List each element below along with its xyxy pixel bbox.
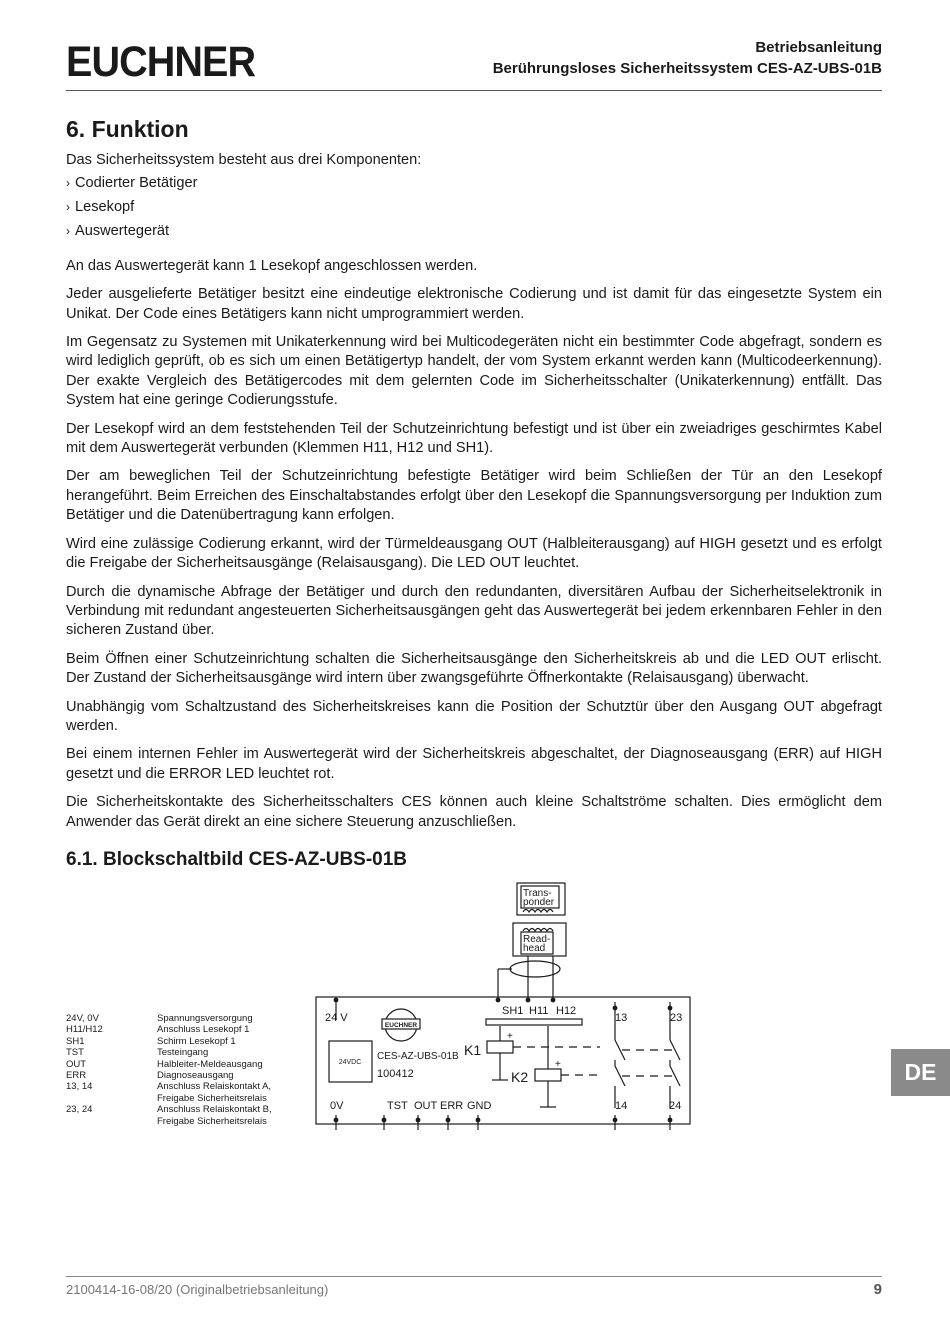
label-transponder: Trans- [523,888,552,899]
paragraph: Beim Öffnen einer Schutzeinrichtung schalten die Sicherheitsausgänge den Sicherheitskreis ab und die LED OUT erlischt. Der Zustand der Sicherheitsausgänge wird intern über zwangsgeführte Öffnerkontakte (Relaisausgang) überwacht. [66,650,882,687]
label-readhead: Read- [523,934,551,945]
legend-key: TST [66,1047,84,1059]
legend-row [66,1013,287,1024]
label-14: 14 [615,1100,628,1112]
legend-value: Testeingang [157,1047,209,1059]
label-plus: + [507,1031,513,1042]
paragraph: Bei einem internen Fehler im Auswertegerät wird der Sicherheitskreis abgeschaltet, der Diagnoseausgang (ERR) auf HIGH gesetzt und die ERROR LED leuchtet rot. [66,746,882,782]
terminal-dot [416,1118,421,1123]
intro-paragraph: Das Sicherheitssystem besteht aus drei Komponenten: [66,152,422,168]
legend-value: Diagnoseausgang [157,1070,234,1082]
header-doc-type: Betriebsanleitung [755,39,882,56]
legend-key: OUT [66,1058,87,1070]
label-plus: + [555,1059,561,1070]
relay-k2-coil [535,1069,561,1081]
legend-value: Anschluss Lesekopf 1 [157,1024,250,1036]
terminal-dot [382,1118,387,1123]
label-tst: TST [387,1100,408,1112]
label-24v: 24 V [325,1012,348,1024]
legend-key: 24V, 0V [66,1013,99,1024]
header-divider [66,90,882,91]
header-title-block [493,37,882,79]
legend-row [66,1104,287,1127]
list-item: › Lesekopf [66,198,882,217]
paragraph: Die Sicherheitskontakte des Sicherheitsschalters CES können auch kleine Schaltströme schalten. Dies ermöglicht dem Anwender das Gerät direkt an eine sichere Steuerung anzuschließen. [66,794,882,830]
section-title: 6. Funktion [66,116,189,142]
label-24: 24 [669,1100,682,1112]
label-psu: 24VDC [338,1059,362,1066]
label-out: OUT [414,1100,438,1112]
label-model: CES-AZ-UBS-01B [377,1051,459,1062]
paragraph: Jeder ausgelieferte Betätiger besitzt eine eindeutige elektronische Codierung und ist damit für das eingesetzte System ein Unikat. Der Code eines Betätigers kann nicht umprogrammiert werden. [66,286,882,322]
reader-input-block [486,1019,582,1025]
section-body [66,151,882,841]
page-number: 9 [873,1281,882,1298]
legend-row [66,1047,287,1058]
terminal-dot [334,998,339,1003]
label-sh1: SH1 [502,1005,524,1017]
list-item: › Auswertegerät [66,222,882,241]
footer-divider [66,1276,882,1277]
paragraph: An das Auswertegerät kann 1 Lesekopf angeschlossen werden. [66,257,478,274]
list-item: › Codierter Betätiger [66,174,882,193]
label-h12: H12 [556,1005,577,1017]
terminal-dot [496,998,501,1003]
label-transponder: ponder [523,897,555,908]
label-13: 13 [615,1012,628,1024]
legend-row [66,1059,287,1070]
terminal-dot [526,998,531,1003]
terminal-dot [613,1118,618,1123]
euchner-logo: EUCHNER [66,38,256,86]
subsection-title: 6.1. Blockschaltbild CES-AZ-UBS-01B [66,849,408,870]
label-k2: K2 [511,1069,529,1085]
terminal-dot [668,1006,673,1011]
label-gnd: GND [467,1100,492,1112]
terminal-dot [613,1006,618,1011]
legend-row [66,1081,287,1104]
component-list [66,174,882,241]
paragraph: Im Gegensatz zu Systemen mit Unikaterkennung wird bei Multicodegeräten nicht ein bestimmter Code abgefragt, sondern es wird lediglich geprüft, ob es sich um einen Betätigertyp handelt, der vom System erkannt werden kann (Multicodeerkennung). Der exakte Vergleich des Betätigercodes mit dem gelernten Code im Sicherheitsschalter (Unikaterkennung) entfällt. Das System hat eine geringe Codierungsstufe. [66,334,882,409]
legend-value: Anschluss Relaiskontakt A, Freigabe Sicherheitsrelais [157,1081,272,1104]
relay-k1-coil [487,1041,513,1053]
terminal-dot [476,1118,481,1123]
label-h11: H11 [529,1005,549,1017]
readhead-coil [523,929,553,932]
terminal-dot [551,998,556,1003]
block-diagram [300,875,700,1155]
legend-key: 13, 14 [66,1081,93,1093]
paragraph: Der am beweglichen Teil der Schutzeinrichtung befestigte Betätiger wird beim Schließen der Tür an den Lesekopf herangeführt. Beim Erreichen des Einschaltabstandes erfolgt über den Lesekopf die Spannungsversorgung per Induktion zum Betätiger und die Datenübertragung kann erfolgen. [66,468,882,524]
transponder-coil [523,910,553,913]
terminal-dot [446,1118,451,1123]
label-err: ERR [440,1100,464,1112]
label-order-no: 100412 [377,1068,414,1080]
footer-doc-id: 2100414-16-08/20 (Originalbetriebsanleitung) [66,1282,329,1297]
label-0v: 0V [330,1100,344,1112]
language-tab-de: DE [891,1049,950,1096]
paragraph: Durch die dynamische Abfrage der Betätiger und durch den redundanten, diversitären Aufbau der Sicherheitselektronik in Verbindung mit redundant angesteuerten Sicherheitsausgängen geht das Auswertegerät bei jedem erkennbaren Fehler in den sicheren Zustand über. [66,583,882,639]
legend-row [66,1024,287,1035]
label-k1: K1 [464,1042,482,1058]
terminal-dot [668,1118,673,1123]
legend-value: Halbleiter-Meldeausgang [157,1058,263,1070]
legend-row [66,1036,287,1047]
label-emblem: EUCHNER [384,1022,418,1029]
legend-value: Anschluss Relaiskontakt B, Freigabe Sicherheitsrelais [157,1104,272,1127]
diagram-legend [66,1013,287,1127]
legend-value: Spannungsversorgung [157,1013,253,1024]
legend-key: 23, 24 [66,1104,93,1116]
paragraph: Der Lesekopf wird an dem feststehenden Teil der Schutzeinrichtung befestigt und ist über ein zweiadriges geschirmtes Kabel mit dem Auswertegerät verbunden (Klemmen H11, H12 und SH1). [66,420,882,457]
header-product: Berührungsloses Sicherheitssystem CES-AZ-UBS-01B [492,60,882,77]
terminal-dot [334,1118,339,1123]
paragraph: Unabhängig vom Schaltzustand des Sicherheitskreises kann die Position der Schutztür über den Ausgang OUT abgefragt werden. [66,698,882,734]
legend-key: SH1 [66,1035,85,1047]
legend-key: H11/H12 [66,1024,103,1036]
legend-row [66,1070,287,1081]
legend-value: Schirm Lesekopf 1 [157,1035,236,1047]
paragraph: Wird eine zulässige Codierung erkannt, wird der Türmeldeausgang OUT (Halbleiterausgang) auf HIGH gesetzt und es erfolgt die Freigabe der Sicherheitsausgänge (Relaisausgang). Die LED OUT leuchtet. [66,535,882,572]
label-23: 23 [670,1012,683,1024]
label-readhead: head [523,943,546,954]
legend-key: ERR [66,1070,87,1082]
